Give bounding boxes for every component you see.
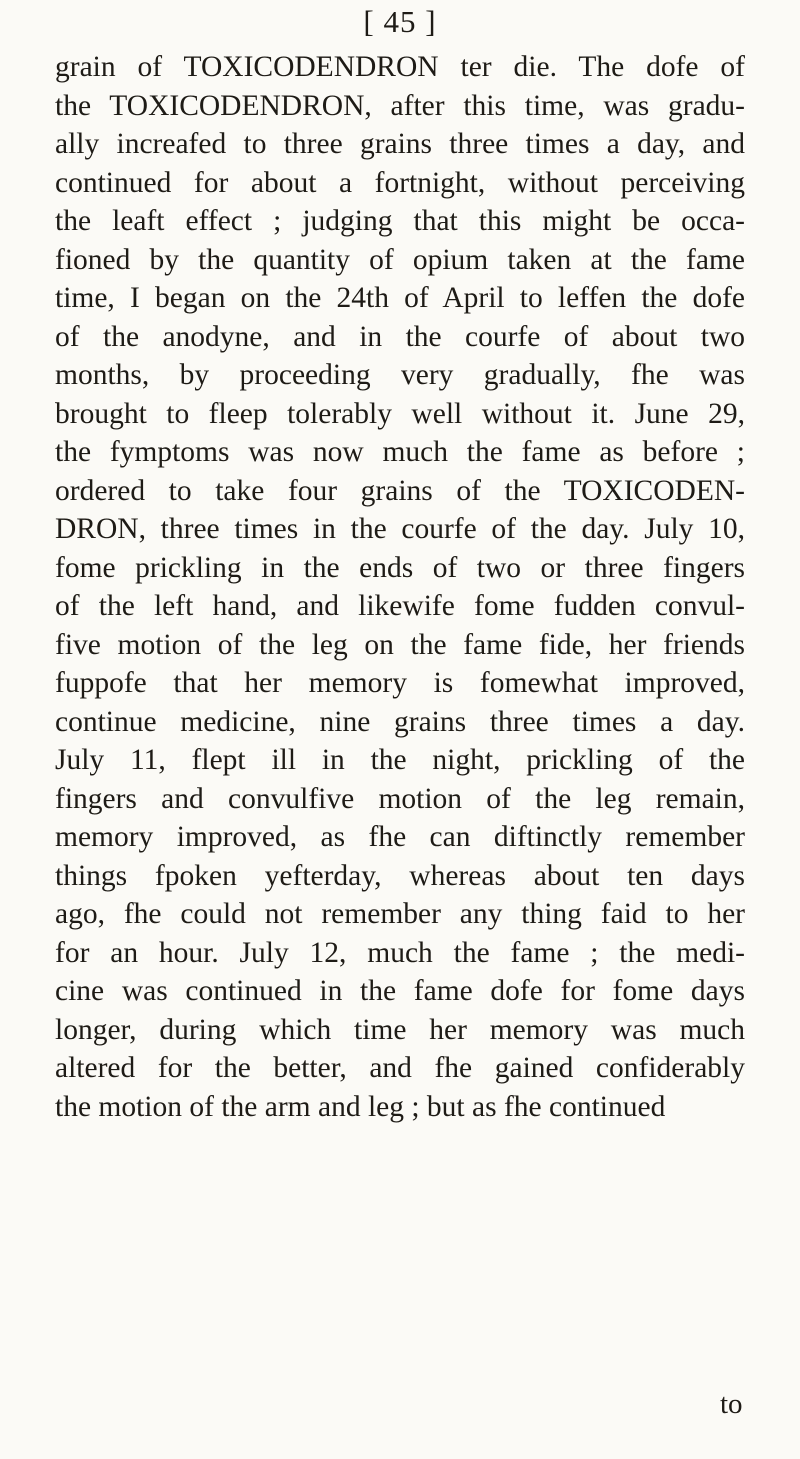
text-line: the TOXICODENDRON, after this time, was gradu-: [55, 89, 745, 122]
text-line: the motion of the arm and leg ; but as fhe continued: [55, 1090, 666, 1123]
text-line: for an hour. July 12, much the fame ; the medi-: [55, 936, 745, 969]
catchword: to: [720, 1388, 743, 1420]
text-line: brought to fleep tolerably well without it. June 29,: [55, 397, 745, 430]
body-text: [55, 48, 745, 1126]
text-line: fome prickling in the ends of two or three fingers: [55, 551, 745, 584]
text-line: continued for about a fortnight, without perceiving: [55, 166, 745, 199]
text-line: fuppofe that her memory is fomewhat improved,: [55, 667, 745, 699]
text-line: of the anodyne, and in the courfe of about two: [55, 320, 745, 353]
text-line: the leaft effect ; judging that this might be occa-: [55, 205, 745, 237]
text-line: altered for the better, and fhe gained confiderably: [55, 1052, 745, 1084]
text-line: the fymptoms was now much the fame as before ;: [55, 436, 745, 468]
text-line: July 11, flept ill in the night, prickling of the: [55, 744, 745, 776]
text-line: five motion of the leg on the fame fide, her friends: [55, 628, 745, 661]
page-number: [ 45 ]: [363, 4, 437, 39]
text-line: DRON, three times in the courfe of the day. July 10,: [55, 513, 745, 545]
text-line: things fpoken yefterday, whereas about ten days: [55, 859, 745, 892]
text-line: fingers and convulfive motion of the leg remain,: [55, 782, 745, 815]
text-line: memory improved, as fhe can diftinctly remember: [55, 821, 745, 853]
text-line: ago, fhe could not remember any thing faid to her: [55, 898, 745, 930]
text-line: grain of TOXICODENDRON ter die. The dofe of: [55, 51, 745, 83]
text-line: fioned by the quantity of opium taken at the fame: [55, 243, 745, 276]
text-line: ordered to take four grains of the TOXICODEN-: [55, 474, 745, 507]
text-line: of the left hand, and likewife fome fudden convul-: [55, 590, 745, 622]
text-line: longer, during which time her memory was much: [55, 1013, 745, 1046]
text-line: ally increafed to three grains three times a day, and: [55, 128, 745, 160]
text-line: cine was continued in the fame dofe for fome days: [55, 975, 745, 1007]
text-line: months, by proceeding very gradually, fhe was: [55, 359, 745, 391]
text-line: continue medicine, nine grains three times a day.: [55, 705, 745, 738]
text-line: time, I began on the 24th of April to leffen the dofe: [55, 282, 745, 314]
